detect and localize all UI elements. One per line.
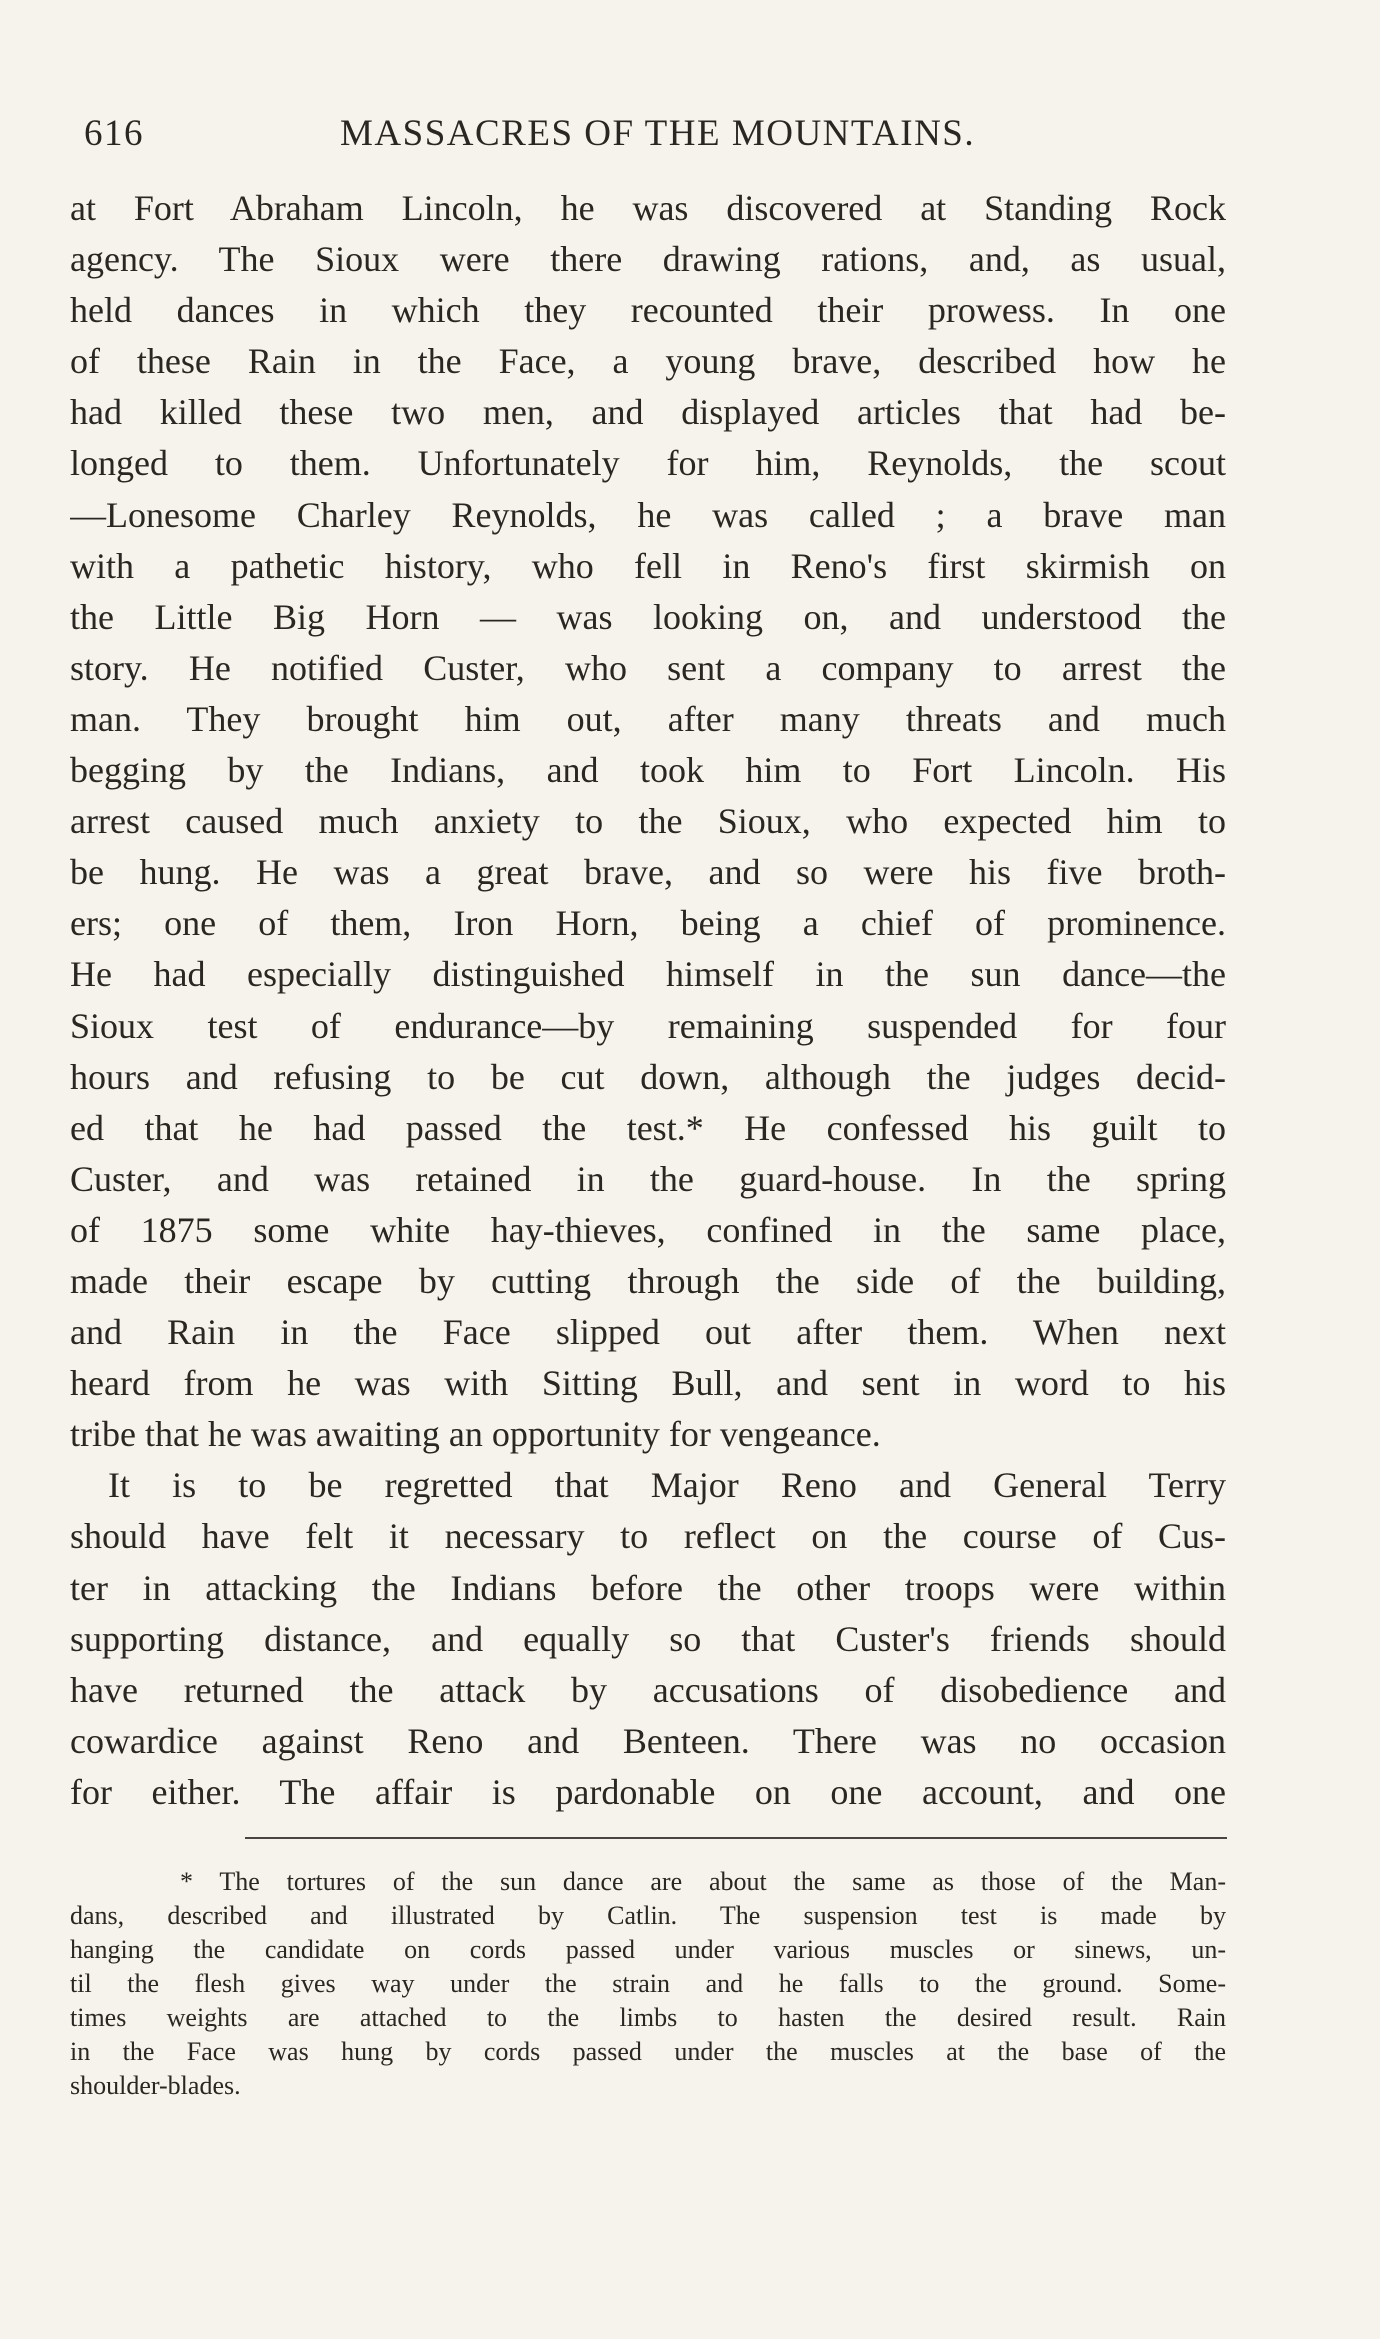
footnote-line: til the flesh gives way under the strain and he falls to the ground. Some- bbox=[70, 1969, 1226, 1998]
text-line: had killed these two men, and displayed articles that had be- bbox=[70, 392, 1226, 433]
text-line: hours and refusing to be cut down, although the judges decid- bbox=[70, 1056, 1226, 1097]
text-line: made their escape by cutting through the side of the building, bbox=[70, 1260, 1226, 1301]
text-line: should have felt it necessary to reflect on the course of Cus- bbox=[70, 1516, 1226, 1557]
text-line: Custer, and was retained in the guard-house. In the spring bbox=[70, 1158, 1226, 1199]
text-line: Sioux test of endurance—by remaining suspended for four bbox=[70, 1005, 1226, 1046]
text-line: for either. The affair is pardonable on one account, and one bbox=[70, 1771, 1226, 1812]
text-line: story. He notified Custer, who sent a company to arrest the bbox=[70, 647, 1226, 688]
footnote-line: times weights are attached to the limbs to hasten the desired result. Rain bbox=[70, 2003, 1226, 2032]
text-line: held dances in which they recounted their prowess. In one bbox=[70, 290, 1226, 331]
text-line: heard from he was with Sitting Bull, and sent in word to his bbox=[70, 1363, 1226, 1404]
footnote bbox=[70, 1865, 1226, 2103]
text-line: of 1875 some white hay-thieves, confined in the same place, bbox=[70, 1209, 1226, 1250]
footnote-line: shoulder-blades. bbox=[70, 2071, 241, 2100]
text-line: with a pathetic history, who fell in Reno's first skirmish on bbox=[70, 545, 1226, 586]
footnote-line: dans, described and illustrated by Catlin. The suspension test is made by bbox=[70, 1901, 1226, 1930]
text-line: longed to them. Unfortunately for him, Reynolds, the scout bbox=[70, 443, 1226, 484]
running-head: MASSACRES OF THE MOUNTAINS. bbox=[340, 113, 976, 154]
footnote-line: * The tortures of the sun dance are about the same as those of the Man- bbox=[180, 1867, 1226, 1896]
body-text bbox=[70, 183, 1226, 1818]
text-line: of these Rain in the Face, a young brave, described how he bbox=[70, 341, 1226, 382]
text-line: ter in attacking the Indians before the other troops were within bbox=[70, 1567, 1226, 1608]
text-line: man. They brought him out, after many threats and much bbox=[70, 698, 1226, 739]
footnote-line: in the Face was hung by cords passed under the muscles at the base of the bbox=[70, 2037, 1226, 2066]
footnote-line: hanging the candidate on cords passed under various muscles or sinews, un- bbox=[70, 1935, 1226, 1964]
text-line: at Fort Abraham Lincoln, he was discovered at Standing Rock bbox=[70, 188, 1226, 228]
text-line: supporting distance, and equally so that Custer's friends should bbox=[70, 1618, 1226, 1659]
text-line: cowardice against Reno and Benteen. There was no occasion bbox=[70, 1720, 1226, 1761]
text-line: the Little Big Horn — was looking on, and understood the bbox=[70, 596, 1226, 637]
page-number: 616 bbox=[84, 113, 144, 154]
text-line: arrest caused much anxiety to the Sioux, who expected him to bbox=[70, 801, 1226, 842]
text-line: be hung. He was a great brave, and so were his five broth- bbox=[70, 852, 1226, 893]
text-line: ed that he had passed the test.* He confessed his guilt to bbox=[70, 1107, 1226, 1148]
text-line: begging by the Indians, and took him to Fort Lincoln. His bbox=[70, 750, 1226, 791]
paragraph-start-line: It is to be regretted that Major Reno and General Terry bbox=[108, 1465, 1226, 1506]
text-line: ers; one of them, Iron Horn, being a chief of prominence. bbox=[70, 903, 1226, 944]
text-line: —Lonesome Charley Reynolds, he was called ; a brave man bbox=[70, 494, 1226, 535]
text-line: He had especially distinguished himself in the sun dance—the bbox=[70, 954, 1226, 995]
paragraph-end-line: tribe that he was awaiting an opportunity for vengeance. bbox=[70, 1414, 881, 1455]
text-line: and Rain in the Face slipped out after them. When next bbox=[70, 1312, 1226, 1353]
text-line: agency. The Sioux were there drawing rations, and, as usual, bbox=[70, 239, 1226, 280]
page-header bbox=[76, 112, 1226, 162]
text-line: have returned the attack by accusations of disobedience and bbox=[70, 1669, 1226, 1710]
footnote-divider bbox=[245, 1837, 1227, 1839]
